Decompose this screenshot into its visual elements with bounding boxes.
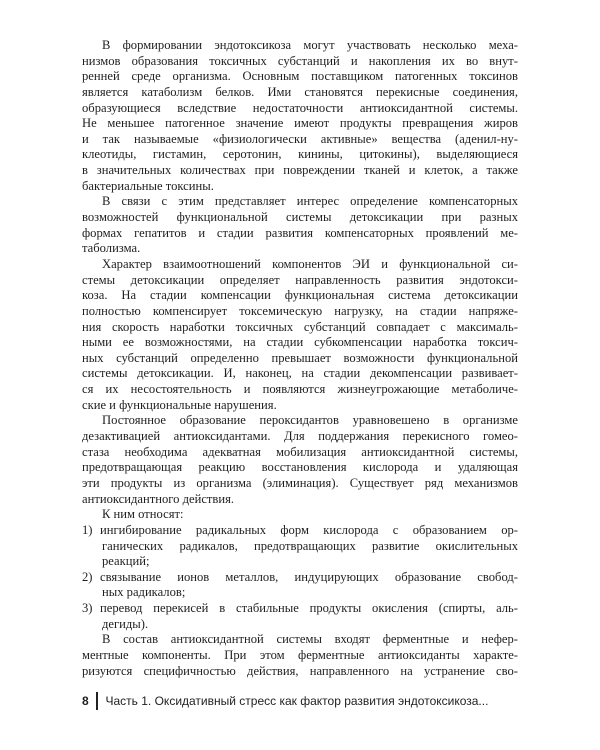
text-line [82,335,518,351]
text-line [82,241,518,257]
text-line [82,585,518,601]
text-line [82,570,518,586]
text-line-content: Не меньшее патогенное значение имеют продукты превращения жиров [82,116,518,131]
text-line-content: В связи с этим представляет интерес определение компенсаторных [102,194,518,209]
text-line [82,273,518,289]
text-line [82,257,518,273]
running-title: Часть 1. Оксидативный стресс как фактор развития эндотоксикоза... [105,694,489,708]
text-line-content: таболизма. [82,241,141,256]
text-line [82,617,518,633]
text-line-content: Постоянное образование пероксидантов уравновешено в организме [102,413,518,428]
text-line-content: Характер взаимоотношений компонентов ЭИ и функциональной си- [102,256,518,271]
text-line [82,304,518,320]
text-line-content: ренней среде организма. Основным поставщиком патогенных токсинов [82,69,518,84]
text-line [82,429,518,445]
text-line-content: является катаболизм белков. Ими становятся перекисные соединения, [82,84,518,99]
text-line-content: В формировании эндотоксикоза могут участвовать несколько меха- [102,38,518,52]
text-line [82,69,518,85]
text-line [82,179,518,195]
text-line-content: ных радикалов; [102,585,186,600]
text-line [82,445,518,461]
text-line [82,101,518,117]
text-line [82,226,518,242]
text-line-content: ганических радикалов, предотвращающих развитие окислительных [102,538,518,553]
text-line [82,539,518,555]
text-line-content: ские и функциональные нарушения. [82,397,277,412]
text-line-content: ингибирование радикальных форм кислорода с образованием ор- [100,522,518,537]
text-line-content: В состав антиоксидантной системы входят ферментные и нефер- [102,632,518,647]
footer-separator [96,692,98,710]
text-line [82,194,518,210]
text-line-content: стаза необходима адекватная мобилизация антиоксидантной системы, [82,444,518,459]
text-line-content: клеотиды, гистамин, серотонин, кинины, цитокины), выделяющиеся [82,147,518,162]
page-footer [82,692,488,710]
text-line-content: бактериальные токсины. [82,178,214,193]
text-line-content: ментные компоненты. При этом ферментные антиоксиданты характе- [82,647,518,662]
text-line [82,366,518,382]
text-line-content: ния скорость наработки токсичных субстанций совпадает с максималь- [82,319,518,334]
text-line-content: ных субстанций определенно превышает возможности функциональной [82,350,518,365]
text-line [82,664,518,680]
text-line [82,210,518,226]
text-line-content: низмов образования токсичных субстанций и накопления их во внут- [82,53,518,68]
text-line-content: коза. На стадии компенсации функциональная система детоксикации [82,288,518,303]
text-line [82,476,518,492]
text-line [82,632,518,648]
list-item-number: 3) [82,601,93,616]
text-line-content: возможностей функциональной системы детоксикации при разных [82,210,518,225]
text-line [82,38,518,54]
text-line [82,382,518,398]
text-line-content: ся их несостоятельность и появляются жизнеугрожающие метаболиче- [82,382,518,397]
list-item-number: 2) [82,569,93,584]
text-line [82,320,518,336]
text-line-content: стемы детоксикации определяет направленность развития эндотокси- [82,272,518,287]
text-line-content: дезактивацией антиоксидантами. Для поддержания перекисного гомео- [82,429,518,444]
text-line [82,507,518,523]
text-line-content: К ним относят: [102,507,184,522]
text-line [82,398,518,414]
text-line-content: системы детоксикации. И, наконец, на стадии декомпенсации развивает- [82,366,518,381]
text-line [82,351,518,367]
text-line [82,288,518,304]
text-line-content: формах гепатитов и стадии развития компенсаторных проявлений ме- [82,225,518,240]
text-line [82,147,518,163]
text-line [82,648,518,664]
text-line [82,601,518,617]
text-line-content: реакций; [102,554,150,569]
page-number: 8 [82,694,89,708]
text-line-content: в значительных количествах при повреждении тканей и клеток, а также [82,163,518,178]
list-item-number: 1) [82,522,93,537]
text-line [82,54,518,70]
text-line-content: связывание ионов металлов, индуцирующих образование свобод- [100,569,518,584]
text-line [82,85,518,101]
text-line-content: полностью компенсирует токсемическую нагрузку, на стадии напряже- [82,303,518,318]
text-line [82,554,518,570]
text-line [82,460,518,476]
text-line-content: ными ее возможностями, на стадии субкомпенсации наработка токсич- [82,335,518,350]
text-line-content: ризуются специфичностью действия, направленного на устранение сво- [82,663,518,678]
text-line-content: дегиды). [102,616,149,631]
text-line-content: предотвращающая реакцию восстановления кислорода и удаляющая [82,460,518,475]
text-line [82,132,518,148]
text-line [82,523,518,539]
text-line-content: антиоксидантного действия. [82,491,235,506]
text-line-content: перевод перекисей в стабильные продукты окисления (спирты, аль- [100,601,518,616]
body-text [82,38,518,679]
text-line-content: эти продукты из организма (элиминация). Существует ряд механизмов [82,475,518,490]
text-line-content: образующиеся вследствие недостаточности антиоксидантной системы. [82,100,518,115]
text-line [82,116,518,132]
text-line [82,413,518,429]
text-line-content: и так называемые «физиологически активные» вещества (аденил-ну- [82,131,518,146]
text-line [82,163,518,179]
text-line [82,492,518,508]
